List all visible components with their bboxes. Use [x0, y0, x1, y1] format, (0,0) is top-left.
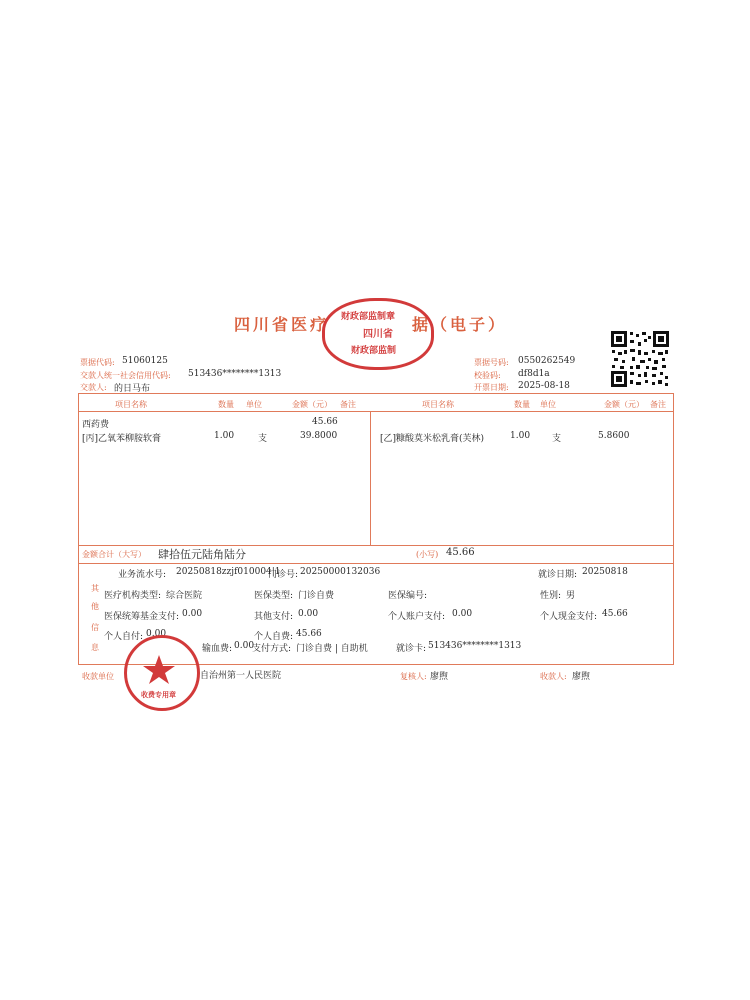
org-type-value: 综合医院: [166, 591, 203, 601]
header-left-name: 项目名称: [115, 400, 147, 409]
total-lower-value: 45.66: [446, 547, 475, 558]
fund-label: 医保统筹基金支付:: [104, 612, 180, 622]
ins-type-label: 医保类型:: [254, 591, 294, 601]
check-code: df8d1a: [518, 369, 550, 379]
seal-text: 收费专用章: [141, 690, 176, 699]
account-label: 个人账户支付:: [388, 612, 446, 622]
total-upper-label: 金额合计（大写）: [82, 550, 146, 559]
header-left-qty: 数量: [218, 400, 234, 409]
bill-table: [78, 393, 674, 665]
payer-label: 交款人:: [80, 383, 107, 392]
header-right-qty: 数量: [514, 400, 530, 409]
hospital-seal: [124, 635, 200, 711]
left-item-name: [丙]乙氧苯柳胺软膏: [82, 434, 162, 444]
right-item-qty: 1.00: [510, 431, 531, 441]
visit-date-value: 20250818: [582, 567, 628, 577]
serial-label: 业务流水号:: [118, 570, 167, 580]
cash-value: 45.66: [602, 609, 628, 619]
blood-value: 0.00: [234, 641, 255, 651]
other-pay-label: 其他支付:: [254, 612, 294, 622]
category-amount: 45.66: [312, 417, 338, 427]
column-divider: [370, 412, 371, 545]
pay-method-value: 门诊自费 | 自助机: [296, 644, 368, 654]
payee-label: 收款人:: [540, 672, 567, 681]
reviewer-label: 复核人:: [400, 672, 427, 681]
check-code-label: 校验码:: [474, 371, 501, 380]
left-item-qty: 1.00: [214, 431, 235, 441]
document-title-right: 据（电子）: [412, 315, 508, 334]
pay-method-label: 支付方式:: [252, 644, 292, 654]
header-right-unit: 单位: [540, 400, 556, 409]
clinic-no-label: 门诊号:: [268, 570, 299, 580]
self-pay-value: 0.00: [146, 629, 167, 639]
right-item-unit: 支: [552, 434, 562, 444]
right-item-amount: 5.8600: [598, 431, 630, 441]
gender-label: 性别:: [540, 591, 562, 601]
bill-code-label: 票据代码:: [80, 358, 115, 367]
header-left-remark: 备注: [340, 400, 356, 409]
total-lower-label: (小写): [416, 550, 439, 559]
self-fee-value: 45.66: [296, 629, 322, 639]
payer-credit: 513436********1313: [188, 369, 282, 379]
header-left-amount: 金额（元）: [292, 400, 332, 409]
document-title-left: 四川省医疗: [234, 315, 330, 334]
total-divider: [79, 563, 673, 564]
other-info-char-2: 他: [91, 602, 99, 611]
finance-supervision-stamp: [322, 298, 434, 370]
ins-no-label: 医保编号:: [388, 591, 428, 601]
blood-label: 输血费:: [202, 644, 233, 654]
left-item-amount: 39.8000: [300, 431, 338, 441]
header-right-remark: 备注: [650, 400, 666, 409]
card-value: 513436********1313: [428, 641, 522, 651]
header-divider: [79, 411, 673, 412]
visit-date-label: 就诊日期:: [538, 570, 578, 580]
self-fee-label: 个人自费:: [254, 632, 294, 642]
other-info-char-4: 息: [91, 643, 99, 652]
bill-code: 51060125: [122, 356, 168, 366]
category-name: 西药费: [82, 420, 110, 430]
right-item-name: [乙]糠酸莫米松乳膏(芙林): [380, 434, 485, 444]
issue-date-label: 开票日期:: [474, 383, 509, 392]
payee-value: 廖煦: [572, 672, 591, 682]
self-pay-label: 个人自付:: [104, 632, 144, 642]
clinic-no-value: 20250000132036: [300, 567, 381, 577]
payer-credit-label: 交款人统一社会信用代码:: [80, 371, 171, 380]
fund-value: 0.00: [182, 609, 203, 619]
payer-name: 的日马布: [114, 384, 151, 394]
other-info-char-1: 其: [91, 584, 99, 593]
header-right-amount: 金额（元）: [604, 400, 644, 409]
cash-label: 个人现金支付:: [540, 612, 598, 622]
header-right-name: 项目名称: [422, 400, 454, 409]
gender-value: 男: [566, 591, 576, 601]
org-type-label: 医疗机构类型:: [104, 591, 162, 601]
account-value: 0.00: [452, 609, 473, 619]
ins-type-value: 门诊自费: [298, 591, 335, 601]
bill-no-label: 票据号码:: [474, 358, 509, 367]
other-pay-value: 0.00: [298, 609, 319, 619]
total-upper-value: 肆拾伍元陆角陆分: [158, 548, 246, 561]
stamp-bottom-text: 财政部监制: [351, 346, 397, 356]
payee-unit-label: 收款单位: [82, 672, 114, 681]
other-info-char-3: 信: [91, 623, 99, 632]
stamp-top-text: 财政部监制章: [341, 312, 396, 322]
header-left-unit: 单位: [246, 400, 262, 409]
card-label: 就诊卡:: [396, 644, 427, 654]
reviewer-value: 廖煦: [430, 672, 449, 682]
payee-unit-value: 自治州第一人民医院: [200, 671, 282, 681]
left-item-unit: 支: [258, 434, 268, 444]
bill-no: 0550262549: [518, 356, 576, 366]
issue-date: 2025-08-18: [518, 381, 570, 391]
qr-code-icon: [610, 330, 670, 388]
serial-value: 20250818zzjf010004|1: [176, 567, 281, 577]
stamp-mid-text: 四川省: [363, 329, 393, 340]
